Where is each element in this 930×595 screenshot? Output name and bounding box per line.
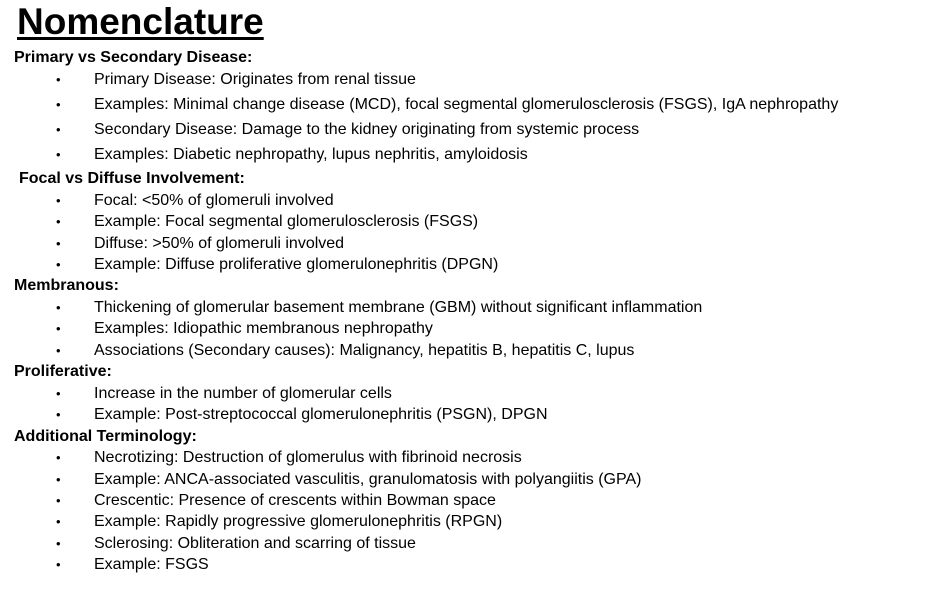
bullet-glyph: • — [56, 147, 61, 162]
bullet-text: Focal: <50% of glomeruli involved — [94, 192, 334, 209]
bullet-glyph: • — [56, 450, 61, 465]
bullet-text: Example: Focal segmental glomerulosclerosis (FSGS) — [94, 213, 479, 230]
bullet-text: Sclerosing: Obliteration and scarring of tissue — [94, 535, 416, 552]
bullet-text: Example: FSGS — [94, 556, 209, 573]
bullet-text: Increase in the number of glomerular cells — [94, 385, 392, 402]
bullet-text: Example: Diffuse proliferative glomerulonephritis (DPGN) — [94, 256, 499, 273]
bullet-text: Secondary Disease: Damage to the kidney originating from systemic process — [94, 121, 640, 138]
bullet-text: Thickening of glomerular basement membrane (GBM) without significant inflammation — [94, 299, 703, 316]
bullet-glyph: • — [56, 557, 61, 572]
bullet-text: Diffuse: >50% of glomeruli involved — [94, 235, 345, 252]
section-heading-focal-vs-diffuse: Focal vs Diffuse Involvement: — [19, 170, 245, 187]
bullet-text: Necrotizing: Destruction of glomerulus with fibrinoid necrosis — [94, 449, 522, 466]
bullet-glyph: • — [56, 536, 61, 551]
section-heading-primary-vs-secondary: Primary vs Secondary Disease: — [14, 49, 253, 66]
bullet-text: Example: ANCA-associated vasculitis, granulomatosis with polyangiitis (GPA) — [94, 471, 642, 488]
bullet-glyph: • — [56, 472, 61, 487]
bullet-text: Crescentic: Presence of crescents within Bowman space — [94, 492, 496, 509]
bullet-glyph: • — [56, 514, 61, 529]
bullet-glyph: • — [56, 214, 61, 229]
page-title: Nomenclature — [17, 1, 264, 42]
bullet-text: Examples: Minimal change disease (MCD), focal segmental glomerulosclerosis (FSGS), IgA nephropathy — [94, 96, 839, 113]
bullet-text: Examples: Idiopathic membranous nephropathy — [94, 320, 433, 337]
bullet-glyph: • — [56, 257, 61, 272]
bullet-glyph: • — [56, 493, 61, 508]
section-heading-membranous: Membranous: — [14, 277, 119, 294]
section-heading-additional-terminology: Additional Terminology: — [14, 428, 197, 445]
bullet-text: Example: Post-streptococcal glomerulonephritis (PSGN), DPGN — [94, 406, 548, 423]
bullet-glyph: • — [56, 343, 61, 358]
bullet-text: Primary Disease: Originates from renal tissue — [94, 71, 416, 88]
bullet-glyph: • — [56, 193, 61, 208]
bullet-glyph: • — [56, 122, 61, 137]
bullet-glyph: • — [56, 236, 61, 251]
bullet-glyph: • — [56, 97, 61, 112]
bullet-text: Associations (Secondary causes): Malignancy, hepatitis B, hepatitis C, lupus — [94, 342, 635, 359]
bullet-text: Examples: Diabetic nephropathy, lupus nephritis, amyloidosis — [94, 146, 528, 163]
bullet-glyph: • — [56, 386, 61, 401]
bullet-glyph: • — [56, 407, 61, 422]
bullet-glyph: • — [56, 300, 61, 315]
bullet-glyph: • — [56, 72, 61, 87]
section-heading-proliferative: Proliferative: — [14, 363, 112, 380]
bullet-text: Example: Rapidly progressive glomerulonephritis (RPGN) — [94, 513, 503, 530]
bullet-glyph: • — [56, 321, 61, 336]
